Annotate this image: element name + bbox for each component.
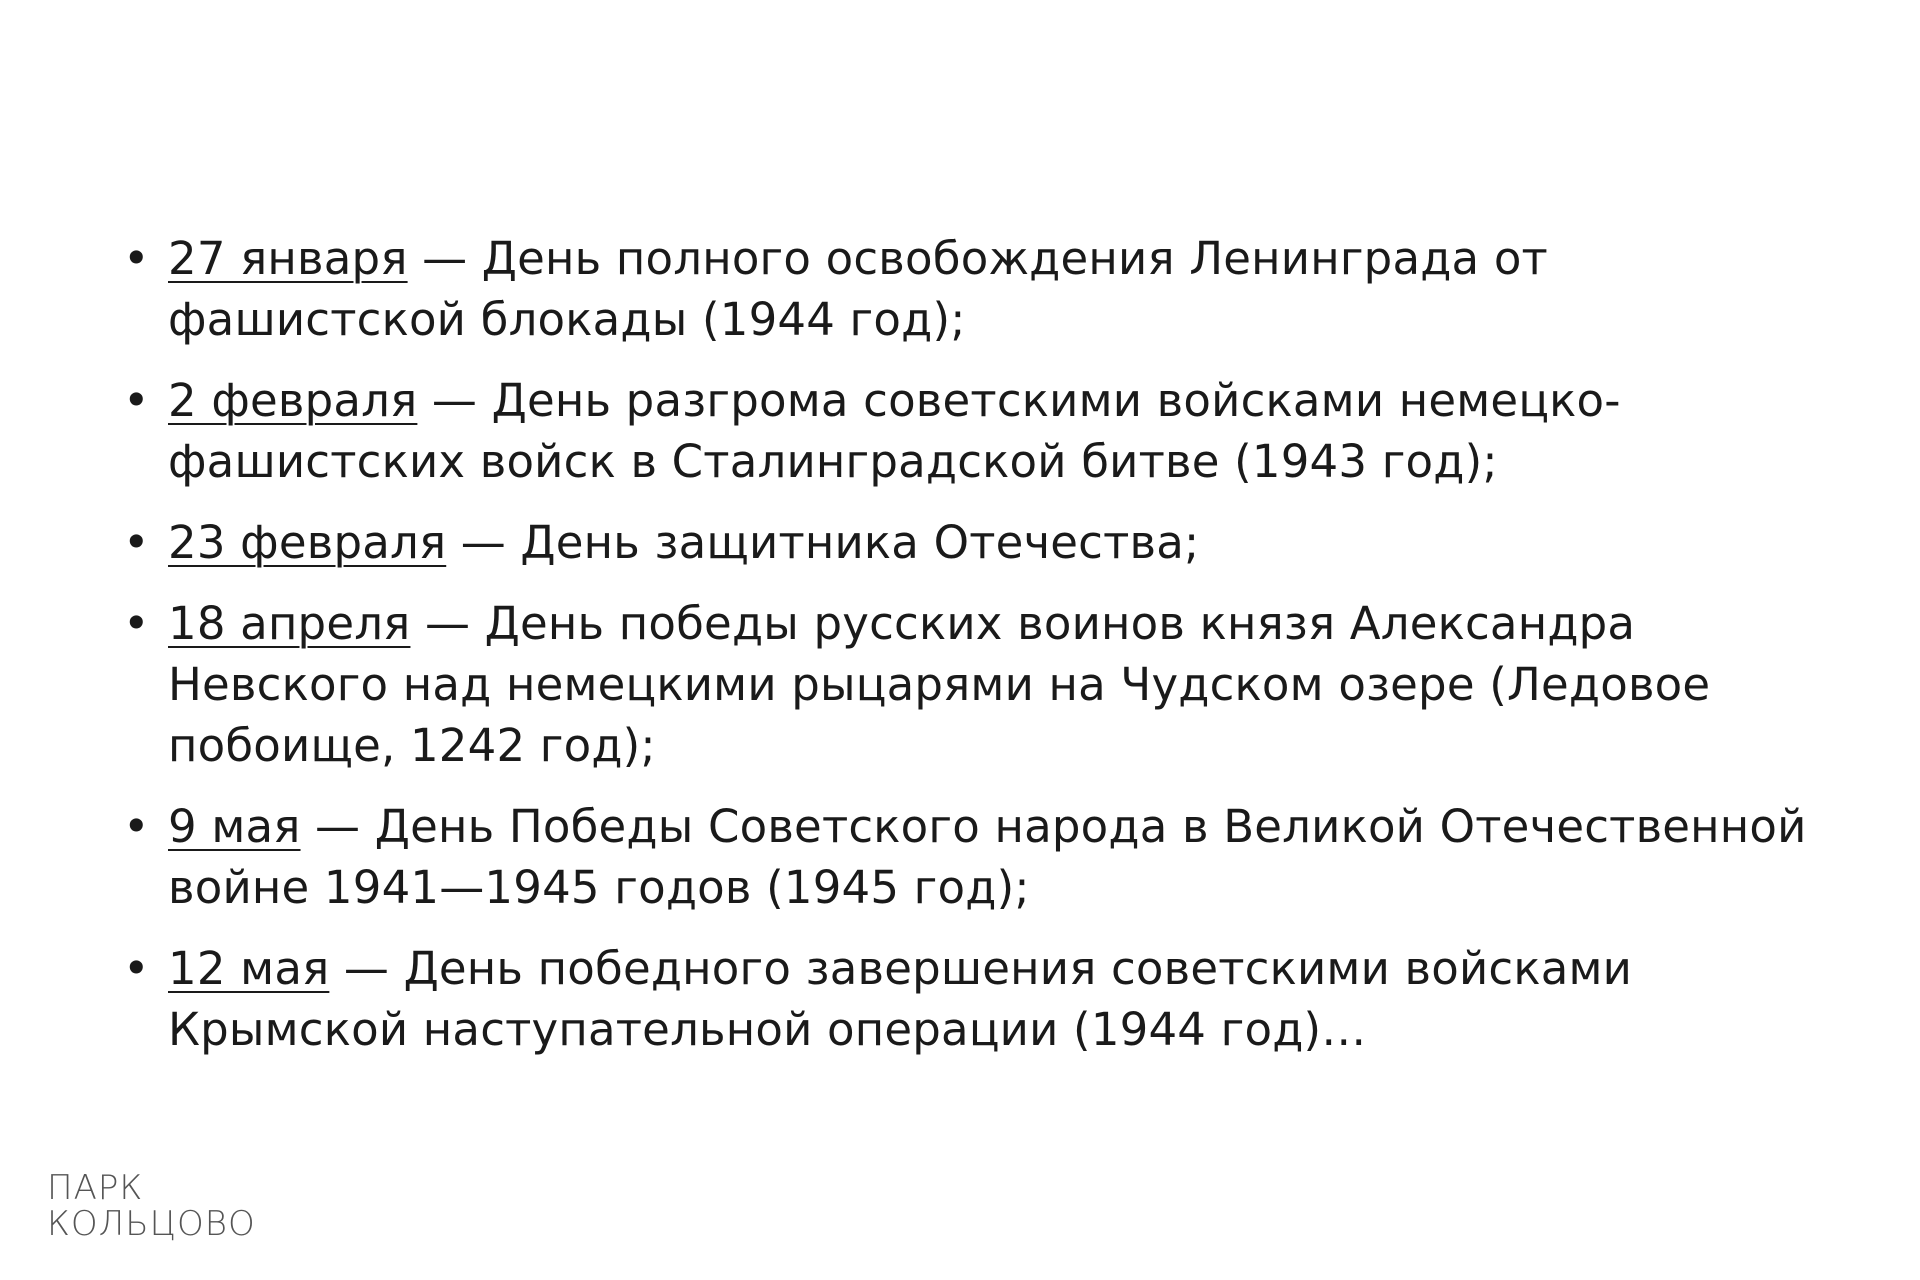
content (123, 228, 1823, 1080)
bullet: • (123, 597, 150, 650)
bullet: • (123, 800, 150, 853)
list-item (123, 796, 1823, 918)
item-text: — День защитника Отечества; (446, 516, 1200, 569)
date-link[interactable]: 23 февраля (168, 516, 447, 569)
date-link[interactable]: 12 мая (168, 942, 330, 995)
date-link[interactable]: 2 февраля (168, 374, 418, 427)
date-link[interactable]: 18 апреля (168, 597, 411, 650)
logo-line-1: ПАРК (47, 1168, 144, 1208)
bullet: • (123, 516, 150, 569)
item-text: — День победного завершения советскими войсками Крымской наступательной операции (1944 год)… (168, 942, 1633, 1056)
bullet: • (123, 232, 150, 285)
item-text: — День полного освобождения Ленинграда от фашистской блокады (1944 год); (168, 232, 1548, 346)
item-text: — День Победы Советского народа в Великой Отечественной войне 1941—1945 годов (1945 год); (168, 800, 1807, 914)
list-item (123, 512, 1823, 573)
date-link[interactable]: 9 мая (168, 800, 301, 853)
bullet: • (123, 942, 150, 995)
item-text: — День победы русских воинов князя Александра Невского над немецкими рыцарями на Чудском озере (Ледовое побоище, 1242 год); (168, 597, 1711, 772)
logo-line-2: КОЛЬЦОВО (47, 1204, 256, 1244)
list-item (123, 938, 1823, 1060)
memorable-dates-list (123, 228, 1823, 1060)
date-link[interactable]: 27 января (168, 232, 408, 285)
list-item (123, 228, 1823, 350)
list-item (123, 370, 1823, 492)
bullet: • (123, 374, 150, 427)
list-item (123, 593, 1823, 776)
park-logo (47, 1170, 256, 1242)
item-text: — День разгрома советскими войсками немецко-фашистских войск в Сталинградской битве (1943 год); (168, 374, 1621, 488)
